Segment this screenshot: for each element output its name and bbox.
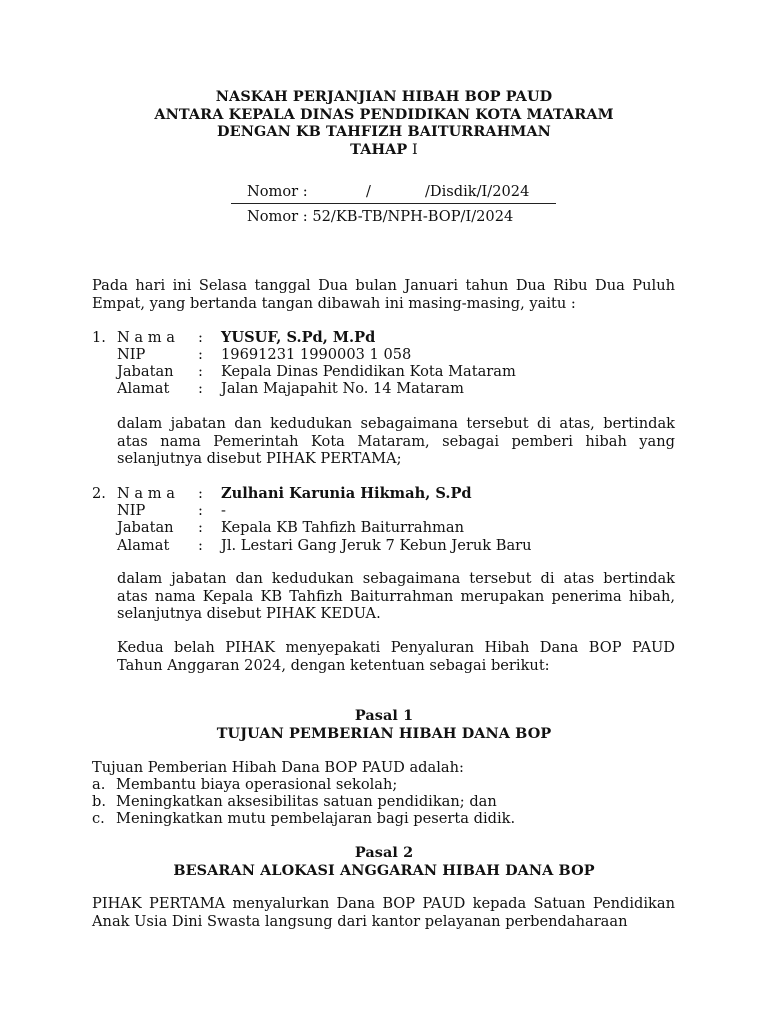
nomor-second: Nomor : 52/KB-TB/NPH-BOP/I/2024 [247, 208, 514, 225]
party2-nip-label: NIP [117, 502, 146, 519]
nomor-first-slash: / [366, 183, 371, 200]
pasal2-title: BESARAN ALOKASI ANGGARAN HIBAH DANA BOP [173, 862, 595, 879]
party2-name-colon: : [198, 485, 203, 502]
party2-jabatan-colon: : [198, 519, 203, 536]
stage-label: TAHAP [350, 141, 408, 158]
party2-description: dalam jabatan dan kedudukan sebagaimana tersebut di atas bertindak atas nama Kepala KB Tahfizh Baiturrahman merupakan penerima hibah, selanjutnya disebut PIHAK KEDUA. [117, 570, 675, 622]
pasal1-intro: Tujuan Pemberian Hibah Dana BOP PAUD adalah: [92, 759, 464, 776]
pasal1-number: Pasal 1 [354, 707, 414, 724]
party1-alamat-label: Alamat [117, 380, 170, 397]
pasal1-item-text: Meningkatkan mutu pembelajaran bagi peserta didik. [116, 810, 516, 827]
party1-nip-value: 19691231 1990003 1 058 [221, 346, 412, 363]
nomor-divider [231, 203, 556, 204]
party1-name-label: N a m a [117, 329, 175, 346]
party2-alamat-colon: : [198, 537, 203, 554]
party2-nip-value: - [221, 502, 226, 519]
doc-title-line4 [0, 141, 768, 160]
party2-alamat-label: Alamat [117, 537, 170, 554]
party1-number: 1. [92, 329, 106, 346]
pasal1-title: TUJUAN PEMBERIAN HIBAH DANA BOP [216, 725, 552, 742]
doc-title-line2: ANTARA KEPALA DINAS PENDIDIKAN KOTA MATARAM [154, 106, 614, 123]
party1-name-colon: : [198, 329, 203, 346]
doc-title-line3: DENGAN KB TAHFIZH BAITURRAHMAN [217, 123, 551, 140]
stage-number: I [407, 142, 418, 158]
party2-alamat-value: Jl. Lestari Gang Jeruk 7 Kebun Jeruk Baru [221, 537, 532, 554]
doc-title-line1: NASKAH PERJANJIAN HIBAH BOP PAUD [215, 88, 553, 105]
party1-nip-colon: : [198, 346, 203, 363]
nomor-first-rest: /Disdik/I/2024 [425, 183, 530, 200]
pasal2-paragraph: PIHAK PERTAMA menyalurkan Dana BOP PAUD kepada Satuan Pendidikan Anak Usia Dini Swasta langsung dari kantor pelayanan perbendaharaan [92, 895, 675, 930]
party2-jabatan-value: Kepala KB Tahfizh Baiturrahman [221, 519, 464, 536]
party1-name-value: YUSUF, S.Pd, M.Pd [221, 329, 376, 346]
pasal1-item-text: Membantu biaya operasional sekolah; [116, 776, 398, 793]
pasal1-item-letter: a. [92, 776, 106, 793]
intro-paragraph: Pada hari ini Selasa tanggal Dua bulan Januari tahun Dua Ribu Dua Puluh Empat, yang bertanda tangan dibawah ini masing-masing, yaitu : [92, 277, 675, 312]
agreement-paragraph: Kedua belah PIHAK menyepakati Penyaluran Hibah Dana BOP PAUD Tahun Anggaran 2024, dengan ketentuan sebagai berikut: [117, 639, 675, 674]
party1-jabatan-label: Jabatan [117, 363, 174, 380]
party2-jabatan-label: Jabatan [117, 519, 174, 536]
party1-description: dalam jabatan dan kedudukan sebagaimana tersebut di atas, bertindak atas nama Pemerintah Kota Mataram, sebagai pemberi hibah yang selanjutnya disebut PIHAK PERTAMA; [117, 415, 675, 467]
party1-alamat-value: Jalan Majapahit No. 14 Mataram [221, 380, 464, 397]
party2-nip-colon: : [198, 502, 203, 519]
pasal1-item-letter: c. [92, 810, 105, 827]
party2-name-value: Zulhani Karunia Hikmah, S.Pd [221, 485, 472, 502]
pasal1-item-letter: b. [92, 793, 106, 810]
party2-number: 2. [92, 485, 106, 502]
party1-jabatan-colon: : [198, 363, 203, 380]
pasal2-number: Pasal 2 [354, 844, 414, 861]
party2-name-label: N a m a [117, 485, 175, 502]
party1-alamat-colon: : [198, 380, 203, 397]
party1-jabatan-value: Kepala Dinas Pendidikan Kota Mataram [221, 363, 516, 380]
pasal1-item-text: Meningkatkan aksesibilitas satuan pendidikan; dan [116, 793, 497, 810]
nomor-first-label: Nomor : [247, 183, 308, 200]
party1-nip-label: NIP [117, 346, 146, 363]
